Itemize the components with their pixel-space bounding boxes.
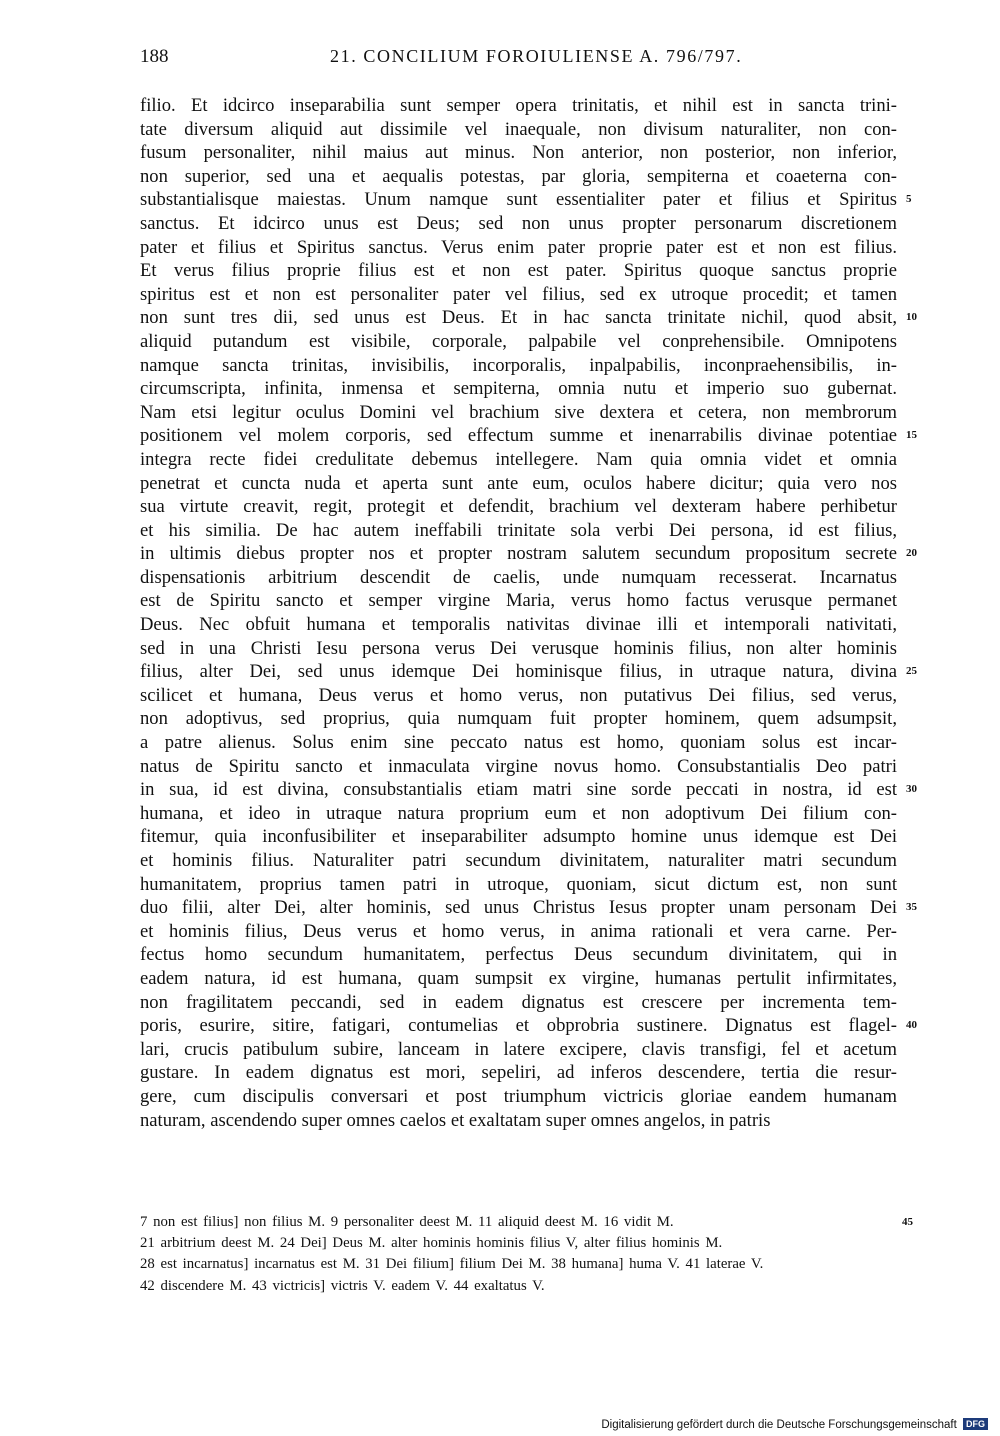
line-number: 15	[906, 429, 917, 442]
page-header	[0, 46, 1000, 76]
text-line-text: non superior, sed una et aequalis potestas, par gloria, sempiterna et coaeterna con-	[140, 165, 897, 187]
line-number: 30	[906, 783, 917, 796]
text-line-text: substantialisque maiestas. Unum namque sunt essentialiter pater et filius et Spiritus	[140, 189, 897, 211]
running-head: 21. CONCILIUM FOROIULIENSE A. 796/797.	[330, 46, 743, 66]
text-line	[140, 495, 897, 519]
text-line	[140, 1014, 917, 1038]
digitization-credit	[601, 1418, 988, 1431]
text-line	[140, 377, 897, 401]
text-line-text: non sunt tres dii, sed unus est Deus. Et in hac sancta trinitate nichil, quod absit,	[140, 307, 897, 329]
text-line-text: sanctus. Et idcirco unus est Deus; sed non unus propter personarum discretionem	[140, 212, 897, 234]
text-line-text: spiritus est et non est personaliter pater vel filius, sed ex utroque procedit; et tamen	[140, 283, 897, 305]
text-line	[140, 401, 897, 425]
line-number: 5	[906, 193, 912, 206]
text-line	[140, 519, 897, 543]
text-line	[140, 94, 897, 118]
text-line-text: non fragilitatem peccandi, sed in eadem dignatus est crescere per incrementa tem-	[140, 991, 897, 1013]
text-line-text: a patre alienus. Solus enim sine peccato natus est homo, quoniam solus est incar-	[140, 732, 897, 754]
text-line-text: Nam etsi legitur oculus Domini vel brachium sive dextera et cetera, non membrorum	[140, 401, 897, 423]
text-line-text: lari, crucis patibulum subire, lanceam in latere excipere, clavis transfigi, fel et acetum	[140, 1038, 897, 1060]
text-line-text: filius, alter Dei, sed unus idemque Dei hominisque filius, in utraque natura, divina	[140, 661, 897, 683]
text-line-text: gustare. In eadem dignatus est mori, sepeliri, ad inferos descendere, tertia die resur-	[140, 1062, 897, 1084]
text-line	[140, 991, 897, 1015]
text-line-text: poris, esurire, sitire, fatigari, contumelias et obprobria sustinere. Dignatus est flagel-	[140, 1015, 897, 1037]
text-line	[140, 778, 917, 802]
text-line	[140, 660, 917, 684]
text-line-text: Deus. Nec obfuit humana et temporalis nativitas divinae illi et intemporali nativitati,	[140, 614, 897, 636]
text-line-text: sua virtute creavit, regit, protegit et defendit, brachium vel dexteram habere perhibetur	[140, 496, 897, 518]
text-line	[140, 259, 897, 283]
text-line	[140, 967, 897, 991]
text-line-text: tate diversum aliquid aut dissimile vel inaequale, non divisum naturaliter, non con-	[140, 118, 897, 140]
text-line-text: et his similia. De hac autem ineffabili trinitate sola verbi Dei persona, id est filius,	[140, 519, 897, 541]
text-line-text: in ultimis diebus propter nos et propter nostram salutem secundum propositum secrete	[140, 543, 897, 565]
footnotes	[140, 1212, 913, 1297]
text-line-text: dispensationis arbitrium descendit de caelis, unde numquam recesserat. Incarnatus	[140, 566, 897, 588]
text-line	[140, 684, 897, 708]
text-line	[140, 424, 917, 448]
text-line-text: Et verus filius proprie filius est et non est pater. Spiritus quoque sanctus proprie	[140, 260, 897, 282]
text-line	[140, 802, 897, 826]
text-line-text: est de Spiritu sancto et semper virgine Maria, verus homo factus verusque permanet	[140, 590, 897, 612]
text-line-text: sed in una Christi Iesu persona verus Dei verusque hominis filius, non alter hominis	[140, 637, 897, 659]
text-line-text: fectus homo secundum humanitatem, perfectus Deus secundum divinitatem, qui in	[140, 944, 897, 966]
text-line-text: et hominis filius, Deus verus et homo verus, in anima rationali et vera carne. Per-	[140, 920, 897, 942]
text-line	[140, 448, 897, 472]
text-line-text: penetrat et cuncta nuda et aperta sunt ante eum, oculos habere dicitur; quia vero nos	[140, 472, 897, 494]
line-number: 40	[906, 1019, 917, 1032]
text-line-text: naturam, ascendendo super omnes caelos et exaltatam super omnes angelos, in patris	[140, 1109, 771, 1131]
text-line	[140, 613, 897, 637]
text-line	[140, 472, 897, 496]
footnote-line-text: 28 est incarnatus] incarnatus est M. 31 Dei filium] filium Dei M. 38 humana] huma V. 41 laterae V.	[140, 1256, 764, 1273]
text-line-text: natus de Spiritu sancto et inmaculata virgine novus homo. Consubstantialis Deo patri	[140, 755, 897, 777]
footnote-line-text: 21 arbitrium deest M. 24 Dei] Deus M. alter hominis hominis filius V, alter filius hominis M.	[140, 1235, 723, 1252]
text-line	[140, 1085, 897, 1109]
text-line	[140, 896, 917, 920]
text-line	[140, 306, 917, 330]
text-line-text: humanitatem, proprius tamen patri in utroque, quoniam, sicut dictum est, non sunt	[140, 873, 897, 895]
footnote-line	[140, 1212, 913, 1233]
text-line-text: integra recte fidei credulitate debemus intellegere. Nam quia omnia videt et omnia	[140, 448, 897, 470]
footnote-line-text: 42 discendere M. 43 victricis] victris V. eadem V. 44 exaltatus V.	[140, 1277, 545, 1294]
text-line-text: positionem vel molem corporis, sed effectum summe et inenarrabilis divinae potentiae	[140, 425, 897, 447]
line-number: 10	[906, 311, 917, 324]
text-line	[140, 212, 897, 236]
text-line	[140, 1109, 897, 1133]
text-line-text: filio. Et idcirco inseparabilia sunt semper opera trinitatis, et nihil est in sancta trini-	[140, 95, 897, 116]
text-line	[140, 354, 897, 378]
dfg-logo: DFG	[963, 1418, 988, 1430]
text-line	[140, 188, 912, 212]
footnote-line	[140, 1276, 897, 1297]
text-line-text: humana, et ideo in utraque natura proprium eum et non adoptivum Dei filium con-	[140, 802, 897, 824]
text-line	[140, 707, 897, 731]
text-line-text: eadem natura, id est humana, quam sumpsit ex virgine, humanas pertulit infirmitates,	[140, 967, 897, 989]
text-line-text: circumscripta, infinita, inmensa et sempiterna, omnia nutu et imperio suo gubernat.	[140, 378, 897, 400]
footnote-line-text: 7 non est filius] non filius M. 9 personaliter deest M. 11 aliquid deest M. 16 vidit M.	[140, 1214, 674, 1230]
text-line	[140, 825, 897, 849]
line-number: 25	[906, 665, 917, 678]
text-line-text: non adoptivus, sed proprius, quia numquam fuit propter hominem, quem adsumpsit,	[140, 708, 897, 730]
text-line	[140, 566, 897, 590]
page-number: 188	[140, 46, 169, 67]
text-line	[140, 849, 897, 873]
text-line	[140, 637, 897, 661]
footnote-line	[140, 1233, 897, 1254]
line-number: 45	[902, 1216, 913, 1228]
text-line-text: aliquid putandum est visibile, corporale, palpabile vel conprehensibile. Omnipotens	[140, 330, 897, 352]
text-line-text: fusum personaliter, nihil maius aut minus. Non anterior, non posterior, non inferior,	[140, 142, 897, 164]
line-number: 35	[906, 901, 917, 914]
text-line	[140, 283, 897, 307]
text-line	[140, 118, 897, 142]
text-line	[140, 1038, 897, 1062]
text-line	[140, 920, 897, 944]
line-number: 20	[906, 547, 917, 560]
text-line-text: fitemur, quia inconfusibiliter et inseparabiliter adsumpto homine unus idemque est Dei	[140, 826, 897, 848]
footnote-line	[140, 1254, 897, 1275]
text-line	[140, 731, 897, 755]
text-line	[140, 943, 897, 967]
text-line	[140, 542, 917, 566]
text-line	[140, 873, 897, 897]
text-line-text: namque sancta trinitas, invisibilis, incorporalis, inpalpabilis, inconpraehensibilis, in-	[140, 354, 897, 376]
text-line	[140, 330, 897, 354]
text-line-text: scilicet et humana, Deus verus et homo verus, non putativus Dei filius, sed verus,	[140, 684, 897, 706]
text-line	[140, 165, 897, 189]
text-line	[140, 589, 897, 613]
text-line-text: duo filii, alter Dei, alter hominis, sed unus Christus Iesus propter unam personam Dei	[140, 897, 897, 919]
credit-text: Digitalisierung gefördert durch die Deutsche Forschungsgemeinschaft	[601, 1419, 957, 1431]
text-line-text: in sua, id est divina, consubstantialis etiam matri sine sorde peccati in nostra, id est	[140, 779, 897, 801]
main-text	[140, 94, 917, 1132]
text-line	[140, 236, 897, 260]
text-line	[140, 1061, 897, 1085]
text-line-text: pater et filius et Spiritus sanctus. Verus enim pater proprie pater est et non est filius.	[140, 236, 897, 258]
text-line-text: gere, cum discipulis conversari et post triumphum victricis gloriae eandem humanam	[140, 1085, 897, 1107]
text-line	[140, 141, 897, 165]
text-line	[140, 755, 897, 779]
text-line-text: et hominis filius. Naturaliter patri secundum divinitatem, naturaliter matri secundum	[140, 850, 897, 871]
